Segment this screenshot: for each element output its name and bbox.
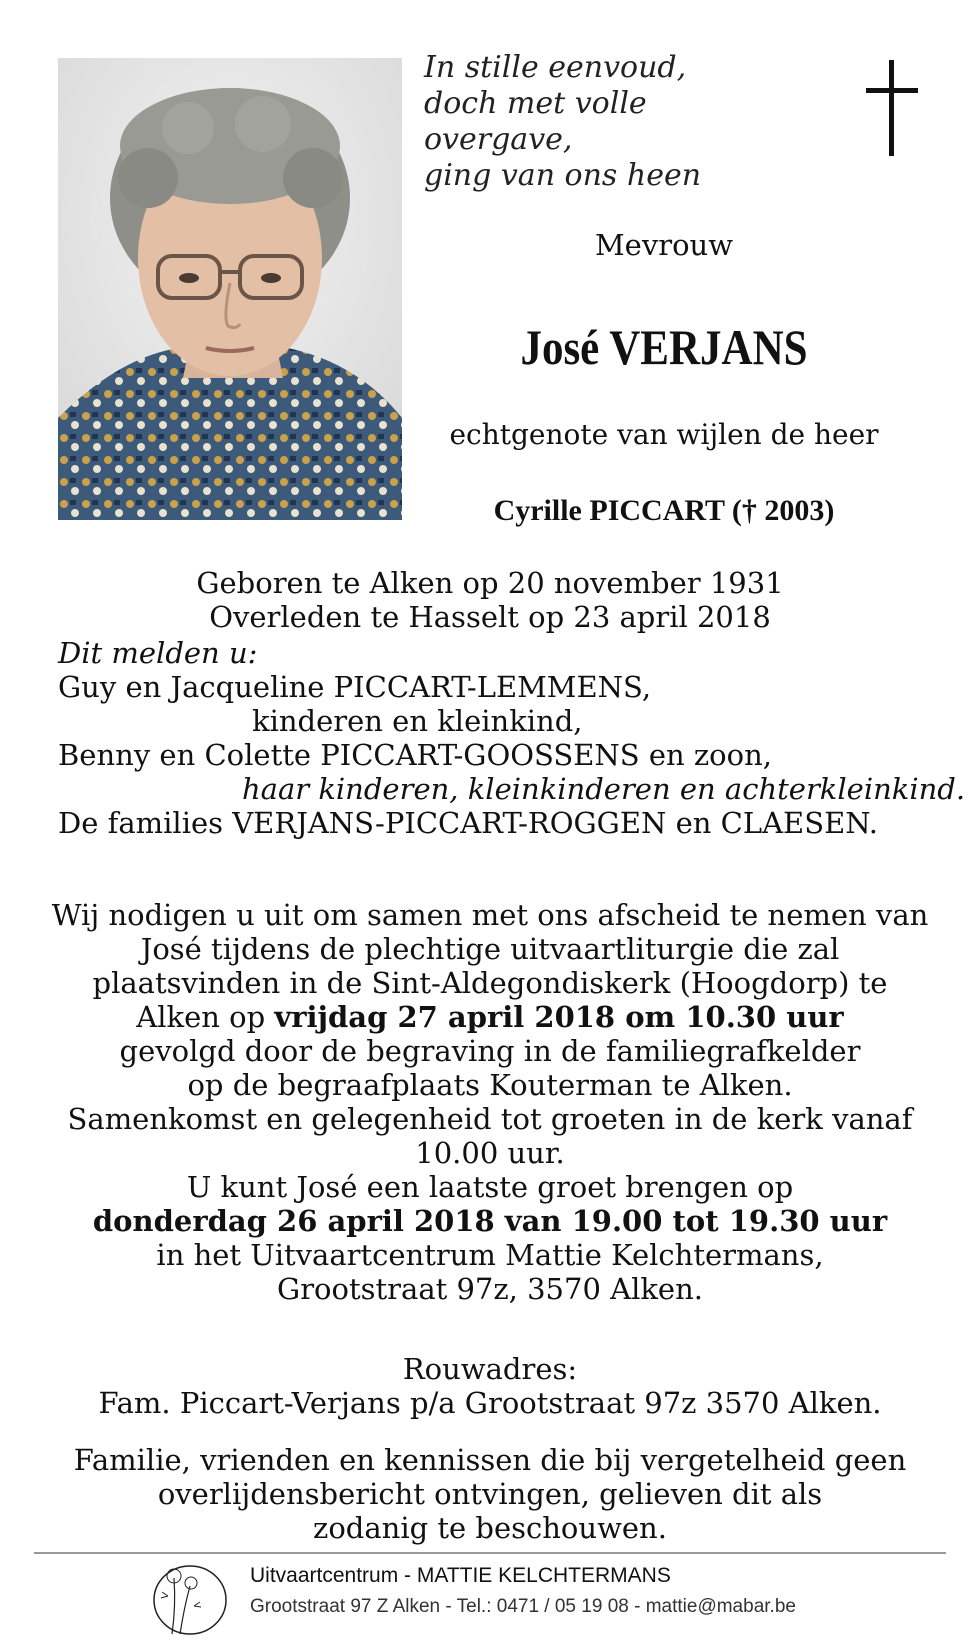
closing-line: overlijdensbericht ontvingen, gelieven dit als — [157, 1477, 823, 1511]
latin-cross-icon — [862, 60, 922, 160]
funeral-home-contact: Grootstraat 97 Z Alken - Tel.: 0471 / 05 19 08 - mattie@mabar.be — [250, 1596, 796, 1617]
death-line: Overleden te Hasselt op 23 april 2018 — [209, 600, 771, 634]
rouwadres-label: Rouwadres: — [402, 1352, 578, 1386]
announce-heading: Dit melden u: — [58, 636, 258, 670]
announce-line: haar kinderen, kleinkinderen en achterkleinkind. — [242, 772, 966, 806]
intro-verse — [424, 50, 784, 194]
closing-line: Familie, vrienden en kennissen die bij vergetelheid geen — [73, 1443, 907, 1477]
announce-line: Benny en Colette PICCART-GOOSSENS en zoon, — [58, 738, 772, 772]
intro-line: ging van ons heen — [424, 158, 702, 193]
announce-line: De families VERJANS-PICCART-ROGGEN en CLAESEN. — [58, 806, 878, 840]
invite-text: Alken op — [136, 1000, 275, 1034]
closing-line: zodanig te beschouwen. — [313, 1511, 667, 1545]
deceased-name: José VERJANS — [520, 319, 808, 375]
portrait-photo — [58, 58, 402, 520]
invite-line — [30, 1000, 950, 1034]
intro-line: In stille eenvoud, — [424, 50, 687, 85]
spouse-name-text: Cyrille PICCART († 2003) — [493, 494, 835, 527]
dandelion-logo — [150, 1556, 230, 1638]
spouse-label: echtgenote van wijlen de heer — [449, 418, 879, 451]
invite-line: gevolgd door de begraving in de familiegrafkelder — [119, 1034, 861, 1068]
funeral-datetime: vrijdag 27 april 2018 om 10.30 uur — [274, 1000, 844, 1034]
invite-line: op de begraafplaats Kouterman te Alken. — [187, 1068, 793, 1102]
invite-line: Wij nodigen u uit om samen met ons afscheid te nemen van — [51, 898, 929, 932]
closing-note — [30, 1443, 950, 1545]
invite-line: José tijdens de plechtige uitvaartliturgie die zal — [140, 932, 840, 966]
mourning-address — [30, 1352, 950, 1420]
birth-line: Geboren te Alken op 20 november 1931 — [196, 566, 784, 600]
invite-line: plaatsvinden in de Sint-Aldegondiskerk (Hoogdorp) te — [92, 966, 888, 1000]
viewing-datetime: donderdag 26 april 2018 van 19.00 tot 19.30 uur — [92, 1204, 888, 1238]
invite-line: in het Uitvaartcentrum Mattie Kelchtermans, — [156, 1238, 824, 1272]
intro-line: doch met volle overgave, — [424, 86, 647, 157]
funeral-invitation — [30, 898, 950, 1306]
invite-line: Samenkomst en gelegenheid tot groeten in de kerk vanaf — [67, 1102, 913, 1136]
announcement — [58, 636, 966, 840]
invite-line: Grootstraat 97z, 3570 Alken. — [277, 1272, 703, 1306]
footer-divider — [34, 1552, 946, 1554]
life-dates — [30, 566, 950, 634]
spouse-name — [424, 494, 904, 528]
rouwadres-address: Fam. Piccart-Verjans p/a Grootstraat 97z 3570 Alken. — [98, 1386, 882, 1420]
funeral-home-name: Uitvaartcentrum - MATTIE KELCHTERMANS — [250, 1564, 671, 1587]
invite-line: U kunt José een laatste groet brengen op — [186, 1170, 794, 1204]
deceased-title: Mevrouw — [594, 228, 734, 262]
announce-line: Guy en Jacqueline PICCART-LEMMENS, — [58, 670, 652, 704]
invite-line: 10.00 uur. — [415, 1136, 565, 1170]
announce-line: kinderen en kleinkind, — [252, 704, 583, 738]
